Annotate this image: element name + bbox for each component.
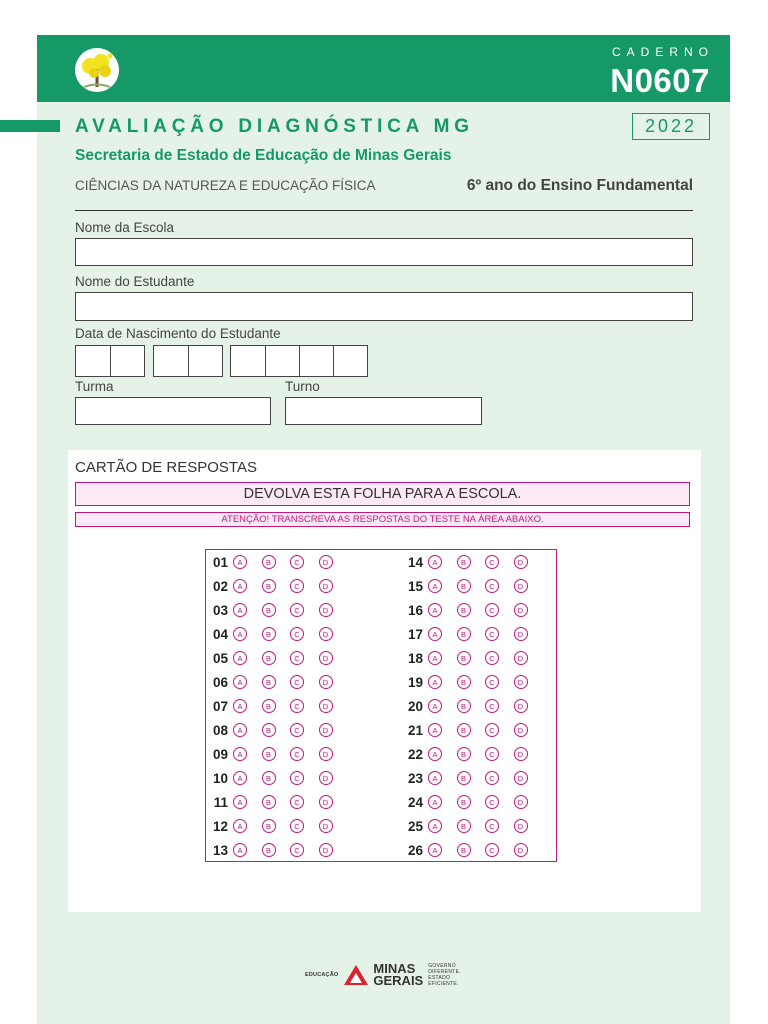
answer-bubble-d[interactable]: D [514,771,528,785]
answer-bubble-d[interactable]: D [319,795,333,809]
answer-bubble-b[interactable]: B [262,843,276,857]
answer-bubble-b[interactable]: B [262,795,276,809]
answer-row [206,742,366,766]
answer-row [401,838,561,862]
answer-bubble-a[interactable]: A [233,819,247,833]
date-cell[interactable] [188,346,222,376]
answer-bubble-a[interactable]: A [233,771,247,785]
school-name-label: Nome da Escola [75,220,175,235]
question-number: 10 [212,770,228,786]
date-cell[interactable] [76,346,110,376]
subject-label: CIÊNCIAS DA NATUREZA E EDUCAÇÃO FÍSICA [75,178,376,193]
birth-day-field[interactable] [75,345,145,377]
minas-gerais-wordmark [373,963,423,987]
answer-bubble-d[interactable]: D [514,675,528,689]
answer-bubble-b[interactable]: B [457,555,471,569]
answer-bubble-b[interactable]: B [457,723,471,737]
birth-month-field[interactable] [153,345,223,377]
answer-bubble-a[interactable]: A [428,723,442,737]
state-name-line2: GERAIS [373,973,424,988]
return-notice: DEVOLVA ESTA FOLHA PARA A ESCOLA. [75,482,690,506]
question-number: 05 [212,650,228,666]
answer-bubble-a[interactable]: A [233,603,247,617]
answer-bubble-d[interactable]: D [514,555,528,569]
answer-row [206,766,366,790]
answer-row [206,718,366,742]
answer-row [206,814,366,838]
answer-bubble-c[interactable]: C [485,603,499,617]
answer-bubble-c[interactable]: C [485,747,499,761]
answer-bubble-a[interactable]: A [428,627,442,641]
question-number: 23 [407,770,423,786]
birth-date-label: Data de Nascimento do Estudante [75,326,281,341]
date-cell[interactable] [231,346,265,376]
school-name-field[interactable] [75,238,693,266]
caderno-label: CADERNO [611,45,714,59]
question-number: 09 [212,746,228,762]
answer-bubble-a[interactable]: A [428,675,442,689]
answer-bubble-c[interactable]: C [485,699,499,713]
question-number: 22 [407,746,423,762]
answer-bubble-d[interactable]: D [514,603,528,617]
answer-bubble-c[interactable]: C [290,579,304,593]
answer-bubble-c[interactable]: C [485,723,499,737]
answer-bubble-a[interactable]: A [428,651,442,665]
answer-bubble-d[interactable]: D [319,555,333,569]
question-number: 03 [212,602,228,618]
answer-bubble-c[interactable]: C [290,627,304,641]
page-title: AVALIAÇÃO DIAGNÓSTICA MG [75,116,474,137]
answer-bubble-c[interactable]: C [290,819,304,833]
answer-row [401,694,561,718]
question-number: 16 [407,602,423,618]
question-number: 26 [407,842,423,858]
answer-bubble-b[interactable]: B [262,723,276,737]
answer-bubble-d[interactable]: D [319,819,333,833]
answer-row [401,646,561,670]
question-number: 13 [212,842,228,858]
answer-bubble-d[interactable]: D [319,651,333,665]
answer-bubble-a[interactable]: A [233,747,247,761]
answer-row [206,646,366,670]
answer-bubble-c[interactable]: C [485,843,499,857]
answer-bubble-c[interactable]: C [485,819,499,833]
answer-bubble-c[interactable]: C [485,651,499,665]
answer-bubble-b[interactable]: B [457,795,471,809]
caderno-code: N0607 [610,62,710,99]
answer-bubble-d[interactable]: D [319,699,333,713]
answer-bubble-b[interactable]: B [457,747,471,761]
answer-bubble-a[interactable]: A [233,555,247,569]
student-name-field[interactable] [75,292,693,321]
tree-logo-icon [74,47,120,93]
answer-bubble-b[interactable]: B [262,819,276,833]
answer-bubble-b[interactable]: B [457,603,471,617]
answer-bubble-c[interactable]: C [485,771,499,785]
answer-bubble-b[interactable]: B [457,771,471,785]
answer-bubble-b[interactable]: B [262,603,276,617]
answer-bubble-a[interactable]: A [233,651,247,665]
shift-label: Turno [285,379,320,394]
answer-bubble-b[interactable]: B [262,747,276,761]
question-number: 06 [212,674,228,690]
answer-bubble-a[interactable]: A [428,771,442,785]
answer-bubble-a[interactable]: A [233,579,247,593]
question-number: 20 [407,698,423,714]
answer-bubble-b[interactable]: B [262,651,276,665]
gov-line2: DIFERENTE. [428,969,461,975]
class-field[interactable] [75,397,271,425]
question-number: 08 [212,722,228,738]
answer-bubble-b[interactable]: B [262,771,276,785]
date-cell[interactable] [299,346,333,376]
answer-row [401,574,561,598]
answer-bubble-a[interactable]: A [233,843,247,857]
question-number: 18 [407,650,423,666]
answer-row [401,598,561,622]
question-number: 11 [213,794,228,810]
answer-bubble-d[interactable]: D [514,843,528,857]
answer-bubble-a[interactable]: A [428,699,442,713]
answer-bubble-a[interactable]: A [233,675,247,689]
answer-bubble-c[interactable]: C [290,699,304,713]
answer-row [206,838,366,862]
answer-bubble-c[interactable]: C [485,795,499,809]
answer-bubble-c[interactable]: C [290,651,304,665]
class-label: Turma [75,379,114,394]
answer-grid [205,549,557,862]
answer-bubble-b[interactable]: B [457,579,471,593]
answer-bubble-d[interactable]: D [319,747,333,761]
answer-bubble-c[interactable]: C [290,555,304,569]
answer-bubble-d[interactable]: D [319,627,333,641]
answer-bubble-d[interactable]: D [319,723,333,737]
education-label: EDUCAÇÃO [305,972,339,978]
accent-bar [0,120,60,132]
answer-row [401,814,561,838]
date-cell[interactable] [154,346,188,376]
question-number: 19 [407,674,423,690]
answer-bubble-d[interactable]: D [514,795,528,809]
answer-bubble-d[interactable]: D [514,723,528,737]
answer-row [401,550,561,574]
question-number: 12 [212,818,228,834]
answer-bubble-a[interactable]: A [428,819,442,833]
question-number: 15 [407,578,423,594]
answer-bubble-d[interactable]: D [514,747,528,761]
answer-row [206,574,366,598]
answer-bubble-d[interactable]: D [514,627,528,641]
department-subtitle: Secretaria de Estado de Educação de Minas Gerais [75,147,452,164]
answer-row [401,742,561,766]
answer-row [401,790,561,814]
answer-bubble-a[interactable]: A [428,795,442,809]
question-number: 24 [407,794,423,810]
answer-bubble-a[interactable]: A [428,579,442,593]
date-cell[interactable] [333,346,367,376]
answer-bubble-b[interactable]: B [457,675,471,689]
state-name-line1: MINAS [373,961,416,976]
answer-bubble-c[interactable]: C [290,675,304,689]
answer-bubble-d[interactable]: D [319,771,333,785]
answer-row [206,598,366,622]
answer-bubble-c[interactable]: C [485,555,499,569]
answer-bubble-d[interactable]: D [319,675,333,689]
question-number: 04 [212,626,228,642]
date-cell[interactable] [265,346,299,376]
question-number: 07 [212,698,228,714]
answer-bubble-c[interactable]: C [290,723,304,737]
year-badge: 2022 [632,113,710,140]
answer-bubble-a[interactable]: A [233,723,247,737]
answer-bubble-d[interactable]: D [514,699,528,713]
grade-label: 6º ano do Ensino Fundamental [466,177,693,194]
gov-line1: GOVERNO [428,963,456,969]
minas-gerais-triangle-icon [343,964,369,986]
answer-bubble-b[interactable]: B [457,627,471,641]
answer-row [206,694,366,718]
answer-bubble-d[interactable]: D [319,603,333,617]
answer-row [206,622,366,646]
answer-bubble-b[interactable]: B [457,843,471,857]
answer-bubble-b[interactable]: B [262,675,276,689]
answer-bubble-c[interactable]: C [290,747,304,761]
answer-bubble-b[interactable]: B [457,819,471,833]
answer-bubble-a[interactable]: A [428,555,442,569]
question-number: 25 [407,818,423,834]
answer-bubble-b[interactable]: B [262,555,276,569]
answer-bubble-a[interactable]: A [233,627,247,641]
answer-row [401,766,561,790]
answer-bubble-a[interactable]: A [428,603,442,617]
question-number: 02 [212,578,228,594]
answer-row [401,718,561,742]
answer-bubble-d[interactable]: D [319,579,333,593]
answer-bubble-c[interactable]: C [290,843,304,857]
answer-bubble-d[interactable]: D [514,651,528,665]
question-number: 21 [407,722,423,738]
header-divider [75,210,693,211]
question-number: 01 [212,554,228,570]
answer-bubble-a[interactable]: A [428,843,442,857]
answer-bubble-d[interactable]: D [514,819,528,833]
student-name-label: Nome do Estudante [75,274,195,289]
answer-bubble-c[interactable]: C [485,627,499,641]
answer-bubble-b[interactable]: B [262,699,276,713]
answer-bubble-b[interactable]: B [457,651,471,665]
answer-bubble-a[interactable]: A [428,747,442,761]
answer-bubble-c[interactable]: C [485,675,499,689]
government-slogan [428,963,461,987]
answer-bubble-a[interactable]: A [233,795,247,809]
date-cell[interactable] [110,346,144,376]
answer-bubble-c[interactable]: C [290,771,304,785]
answer-bubble-b[interactable]: B [262,627,276,641]
answer-row [401,670,561,694]
shift-field[interactable] [285,397,482,425]
gov-line3: ESTADO [428,975,451,981]
answer-bubble-b[interactable]: B [262,579,276,593]
answer-card-title: CARTÃO DE RESPOSTAS [75,459,257,476]
answer-bubble-d[interactable]: D [319,843,333,857]
answer-row [206,790,366,814]
answer-row [206,550,366,574]
answer-bubble-d[interactable]: D [514,579,528,593]
answer-row [206,670,366,694]
birth-year-field[interactable] [230,345,368,377]
answer-bubble-b[interactable]: B [457,699,471,713]
answer-bubble-c[interactable]: C [290,795,304,809]
gov-line4: EFICIENTE. [428,981,459,987]
question-number: 14 [407,554,423,570]
answer-bubble-c[interactable]: C [290,603,304,617]
answer-bubble-a[interactable]: A [233,699,247,713]
footer-logos [305,961,461,989]
question-number: 17 [407,626,423,642]
answer-row [401,622,561,646]
answer-bubble-c[interactable]: C [485,579,499,593]
attention-notice: ATENÇÃO! TRANSCREVA AS RESPOSTAS DO TESTE NA ÁREA ABAIXO. [75,512,690,527]
